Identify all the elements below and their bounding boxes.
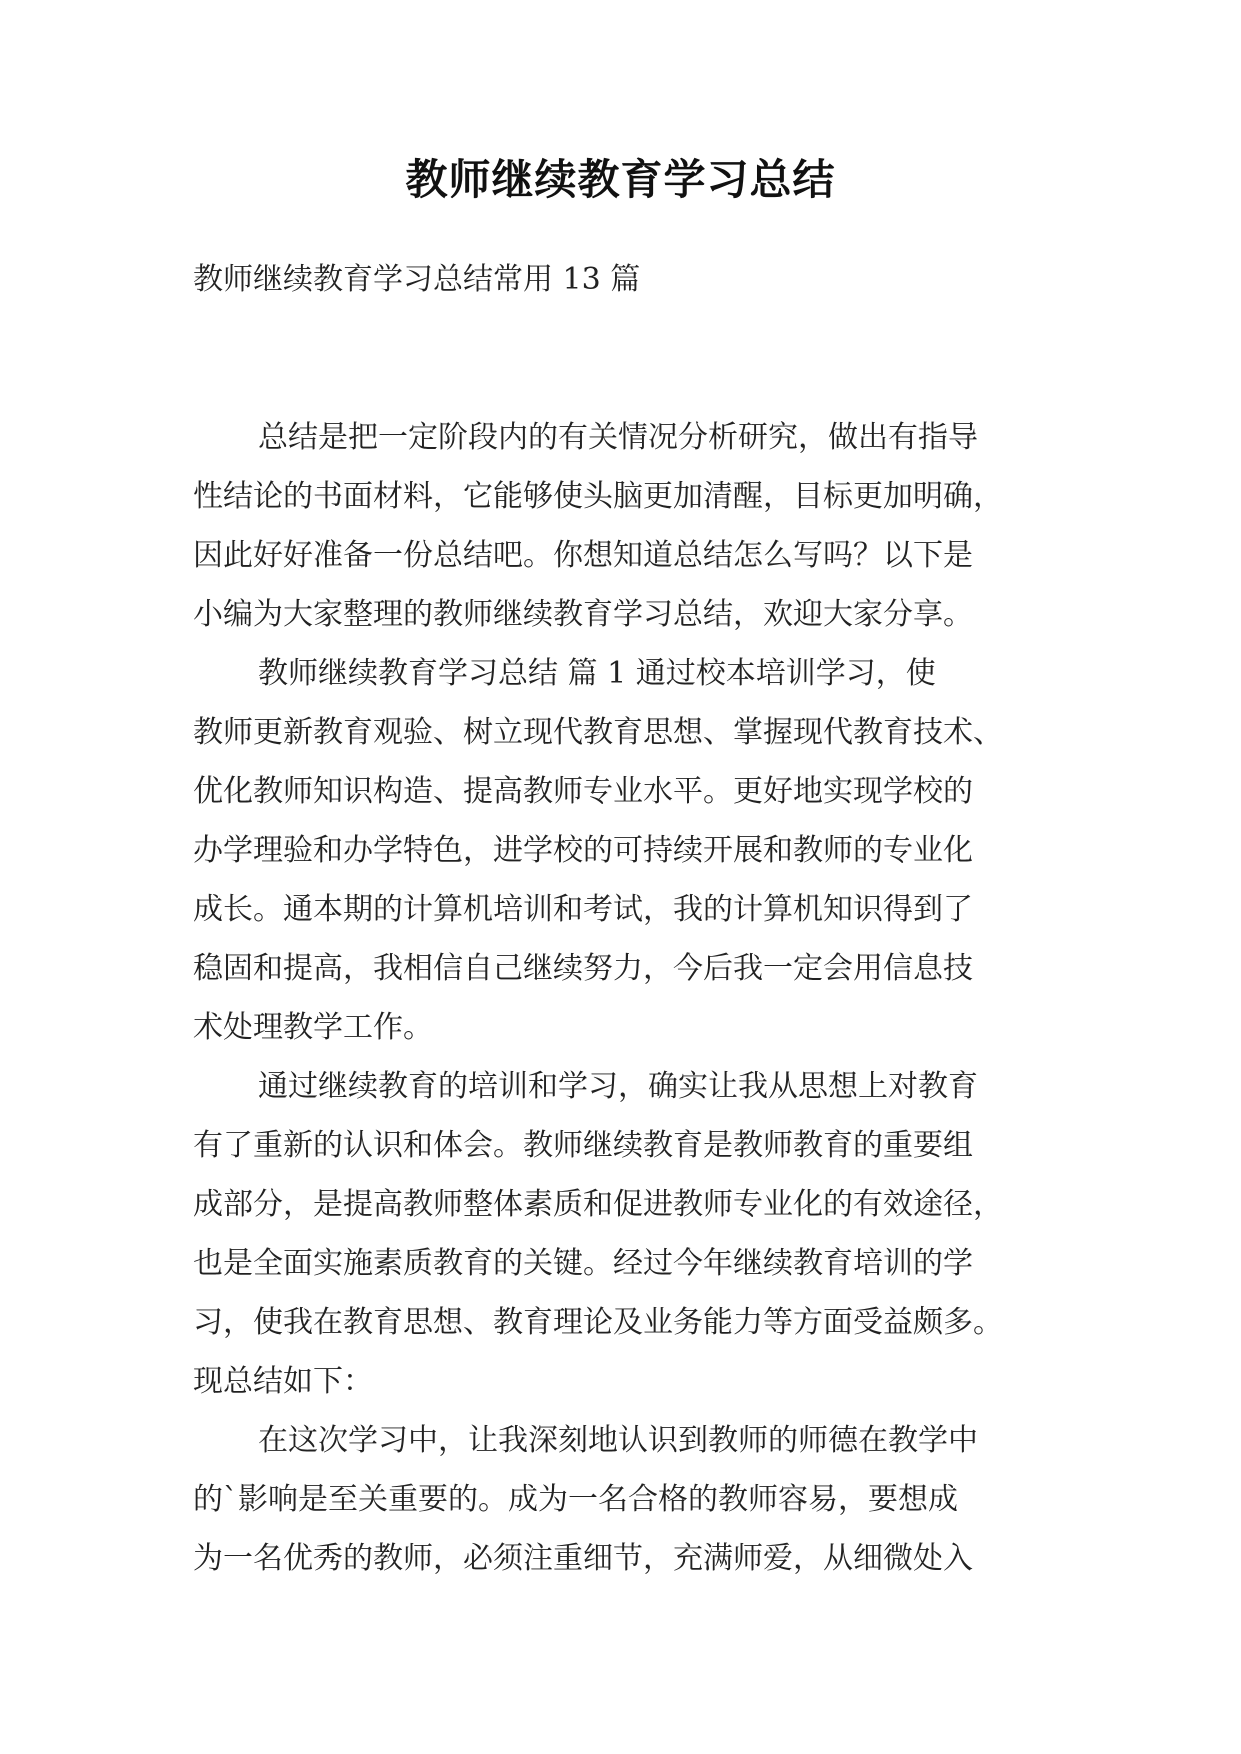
paragraph-line: 办学理验和办学特色，进学校的可持续开展和教师的专业化 bbox=[193, 833, 973, 868]
paragraph-line: 因此好好准备一份总结吧。你想知道总结怎么写吗？以下是 bbox=[193, 538, 973, 573]
paragraph-line: 成部分，是提高教师整体素质和促进教师专业化的有效途径， bbox=[193, 1187, 1003, 1222]
paragraph-line: 小编为大家整理的教师继续教育学习总结，欢迎大家分享。 bbox=[193, 597, 973, 632]
paragraph-line: 习，使我在教育思想、教育理论及业务能力等方面受益颇多。 bbox=[193, 1305, 1003, 1340]
document-body bbox=[193, 408, 1049, 1588]
paragraph-line: 稳固和提高，我相信自己继续努力，今后我一定会用信息技 bbox=[193, 951, 973, 986]
paragraph-line: 为一名优秀的教师，必须注重细节，充满师爱，从细微处入 bbox=[193, 1541, 973, 1576]
paragraph-line: 成长。通本期的计算机培训和考试，我的计算机知识得到了 bbox=[193, 892, 973, 927]
paragraph-line: 术处理教学工作。 bbox=[193, 1010, 433, 1045]
paragraph-line: 总结是把一定阶段内的有关情况分析研究，做出有指导 bbox=[258, 420, 978, 455]
document-subtitle: 教师继续教育学习总结常用 13 篇 bbox=[193, 262, 641, 297]
paragraph-line: 性结论的书面材料，它能够使头脑更加清醒，目标更加明确， bbox=[193, 479, 1003, 514]
paragraph-line: 优化教师知识构造、提高教师专业水平。更好地实现学校的 bbox=[193, 774, 973, 809]
paragraph-line: 教师继续教育学习总结 篇 1 通过校本培训学习，使 bbox=[258, 656, 936, 691]
paragraph-line: 的`影响是至关重要的。成为一名合格的教师容易，要想成 bbox=[193, 1482, 958, 1517]
paragraph-line: 也是全面实施素质教育的关键。经过今年继续教育培训的学 bbox=[193, 1246, 973, 1281]
paragraph-line: 有了重新的认识和体会。教师继续教育是教师教育的重要组 bbox=[193, 1128, 973, 1163]
paragraph-line: 在这次学习中，让我深刻地认识到教师的师德在教学中 bbox=[258, 1423, 978, 1458]
paragraph-line: 教师更新教育观验、树立现代教育思想、掌握现代教育技术、 bbox=[193, 715, 1003, 750]
document-title: 教师继续教育学习总结 bbox=[405, 155, 836, 204]
paragraph-line: 现总结如下： bbox=[193, 1364, 373, 1399]
paragraph-line: 通过继续教育的培训和学习，确实让我从思想上对教育 bbox=[258, 1069, 978, 1104]
